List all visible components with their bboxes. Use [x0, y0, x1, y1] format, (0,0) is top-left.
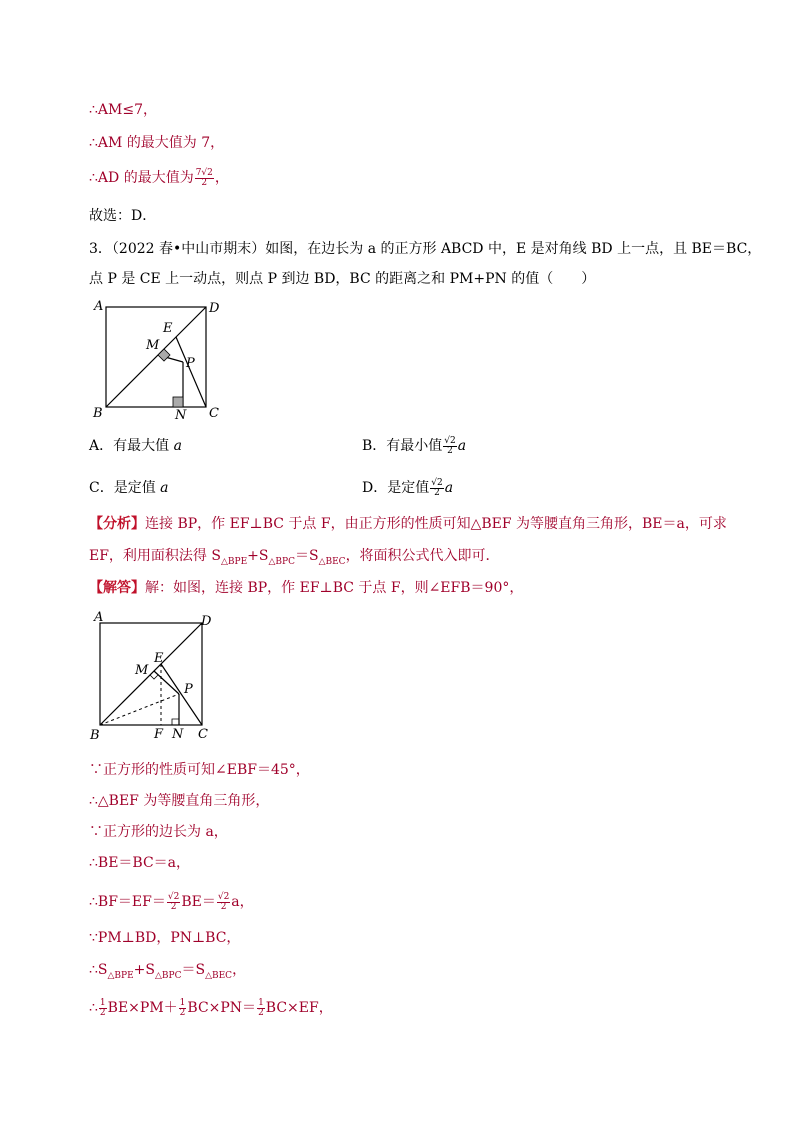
fig1-label-p: P [186, 356, 195, 371]
step-8-half-2: $\frac{1}{2}$ [179, 997, 186, 1018]
step-7-end: ， [232, 962, 247, 978]
line-ad-max-prefix: ∴AD [89, 170, 120, 186]
analysis-sub-bec: △BEC [318, 556, 346, 567]
option-a[interactable] [89, 436, 182, 456]
fig1-label-e: E [163, 321, 173, 336]
step-8-half-3: $\frac{1}{2}$ [258, 997, 264, 1018]
option-b[interactable] [362, 436, 466, 456]
fig2-label-e: E [154, 651, 164, 666]
step-5-b: BE＝ [181, 894, 216, 910]
step-7-plus: +S [133, 962, 155, 978]
step-4: ∴BE＝BC＝a， [89, 855, 191, 871]
option-b-label: B．有最小值 [362, 438, 443, 454]
step-8-c: BC×PN＝ [187, 1000, 257, 1016]
fig1-label-b: B [93, 406, 103, 421]
option-a-value: a [173, 438, 182, 454]
analysis-sub-bpc: △BPC [268, 556, 295, 567]
line-ad-max-end: ， [214, 170, 229, 186]
line-ad-max [89, 168, 229, 188]
step-7-sub-bec: △BEC [205, 970, 233, 981]
fig2-label-b: B [90, 728, 100, 743]
step-2: ∴△BEF 为等腰直角三角形， [89, 793, 270, 809]
option-b-fraction: $\frac{√2}{2}$ [444, 435, 456, 456]
analysis-plus: +S [247, 548, 269, 564]
option-b-value: a [457, 438, 467, 454]
analysis-line-2 [89, 546, 500, 572]
analysis-sub-bpe: △BPE [220, 556, 248, 567]
fig2-label-c: C [198, 727, 208, 742]
step-6: ∵PM⊥BD，PN⊥BC， [89, 930, 241, 946]
step-5-fraction-1: $\frac{√2}{2}$ [167, 891, 180, 912]
fig1-label-d: D [209, 301, 220, 316]
step-8-d: BC×EF， [265, 1000, 333, 1016]
fig1-label-m: M [146, 338, 160, 353]
step-8-b: BE×PM＋ [107, 1000, 178, 1016]
analysis-end: ，将面积公式代入即可． [345, 548, 500, 564]
line-am-max-suffix: 的最大值为 7， [126, 135, 225, 151]
fig2-label-a: A [94, 610, 104, 625]
fig1-label-n: N [175, 408, 187, 423]
solution-tag: 【解答】 [89, 580, 145, 596]
step-7-a: ∴S [89, 962, 108, 978]
step-5-fraction-2: $\frac{√2}{2}$ [217, 891, 230, 912]
figure-2-square [88, 608, 228, 748]
fraction-7root2-over-2: $\frac{7√2}{2}$ [195, 167, 213, 188]
analysis-text-2: EF，利用面积法得 S [89, 548, 221, 564]
step-1: ∵正方形的性质可知∠EBF＝45°， [89, 762, 310, 778]
step-5-a: ∴BF＝EF＝ [89, 894, 166, 910]
step-7-sub-bpe: △BPE [107, 970, 134, 981]
step-5-c: a， [231, 894, 254, 910]
step-3: ∵正方形的边长为 a， [89, 824, 228, 840]
step-8-half-1: $\frac{1}{2}$ [99, 997, 106, 1018]
fig1-label-c: C [209, 406, 219, 421]
option-d-fraction: $\frac{√2}{2}$ [431, 477, 443, 498]
fig2-label-p: P [184, 682, 193, 697]
option-c-value: a [160, 480, 169, 496]
analysis-line-1 [89, 514, 727, 534]
figure-1-square [88, 296, 228, 426]
line-am-le-7: ∴AM≤7， [89, 102, 157, 118]
fig2-label-n: N [172, 727, 184, 742]
step-5 [89, 892, 254, 912]
line-am-max-prefix: ∴AM [89, 135, 123, 151]
step-7-eq: ＝S [181, 962, 206, 978]
option-c[interactable] [89, 478, 169, 498]
analysis-tag: 【分析】 [89, 516, 145, 532]
option-d-value: a [444, 480, 454, 496]
analysis-eq: ＝S [294, 548, 319, 564]
line-ad-max-mid: 的最大值为 [123, 170, 194, 186]
question-line-1: 3．（2022 春•中山市期末）如图，在边长为 a 的正方形 ABCD 中，E 是对角线 BD 上一点，且 BE＝BC， [89, 241, 762, 257]
option-d[interactable] [362, 478, 453, 498]
analysis-text-1: 连接 BP，作 EF⊥BC 于点 F，由正方形的性质可知△BEF 为等腰直角三角形，BE＝a，可求 [145, 516, 727, 532]
fig2-label-m: M [135, 663, 149, 678]
solution-line [89, 578, 523, 598]
step-8-a: ∴ [89, 1000, 98, 1016]
option-c-label: C．是定值 [89, 480, 161, 496]
step-8 [89, 998, 333, 1018]
option-d-label: D．是定值 [362, 480, 430, 496]
fig2-label-d: D [201, 614, 212, 629]
fig1-label-a: A [94, 299, 104, 314]
question-line-2: 点 P 是 CE 上一动点，则点 P 到边 BD，BC 的距离之和 PM+PN 的值（ ） [89, 271, 596, 287]
option-a-label: A．有最大值 [89, 438, 174, 454]
solution-intro: 解：如图，连接 BP，作 EF⊥BC 于点 F，则∠EFB＝90°， [145, 580, 524, 596]
step-7-sub-bpc: △BPC [155, 970, 182, 981]
fig2-label-f: F [154, 727, 164, 742]
step-7 [89, 960, 246, 986]
answer-line: 故选：D． [89, 208, 157, 224]
line-am-max [89, 133, 224, 153]
